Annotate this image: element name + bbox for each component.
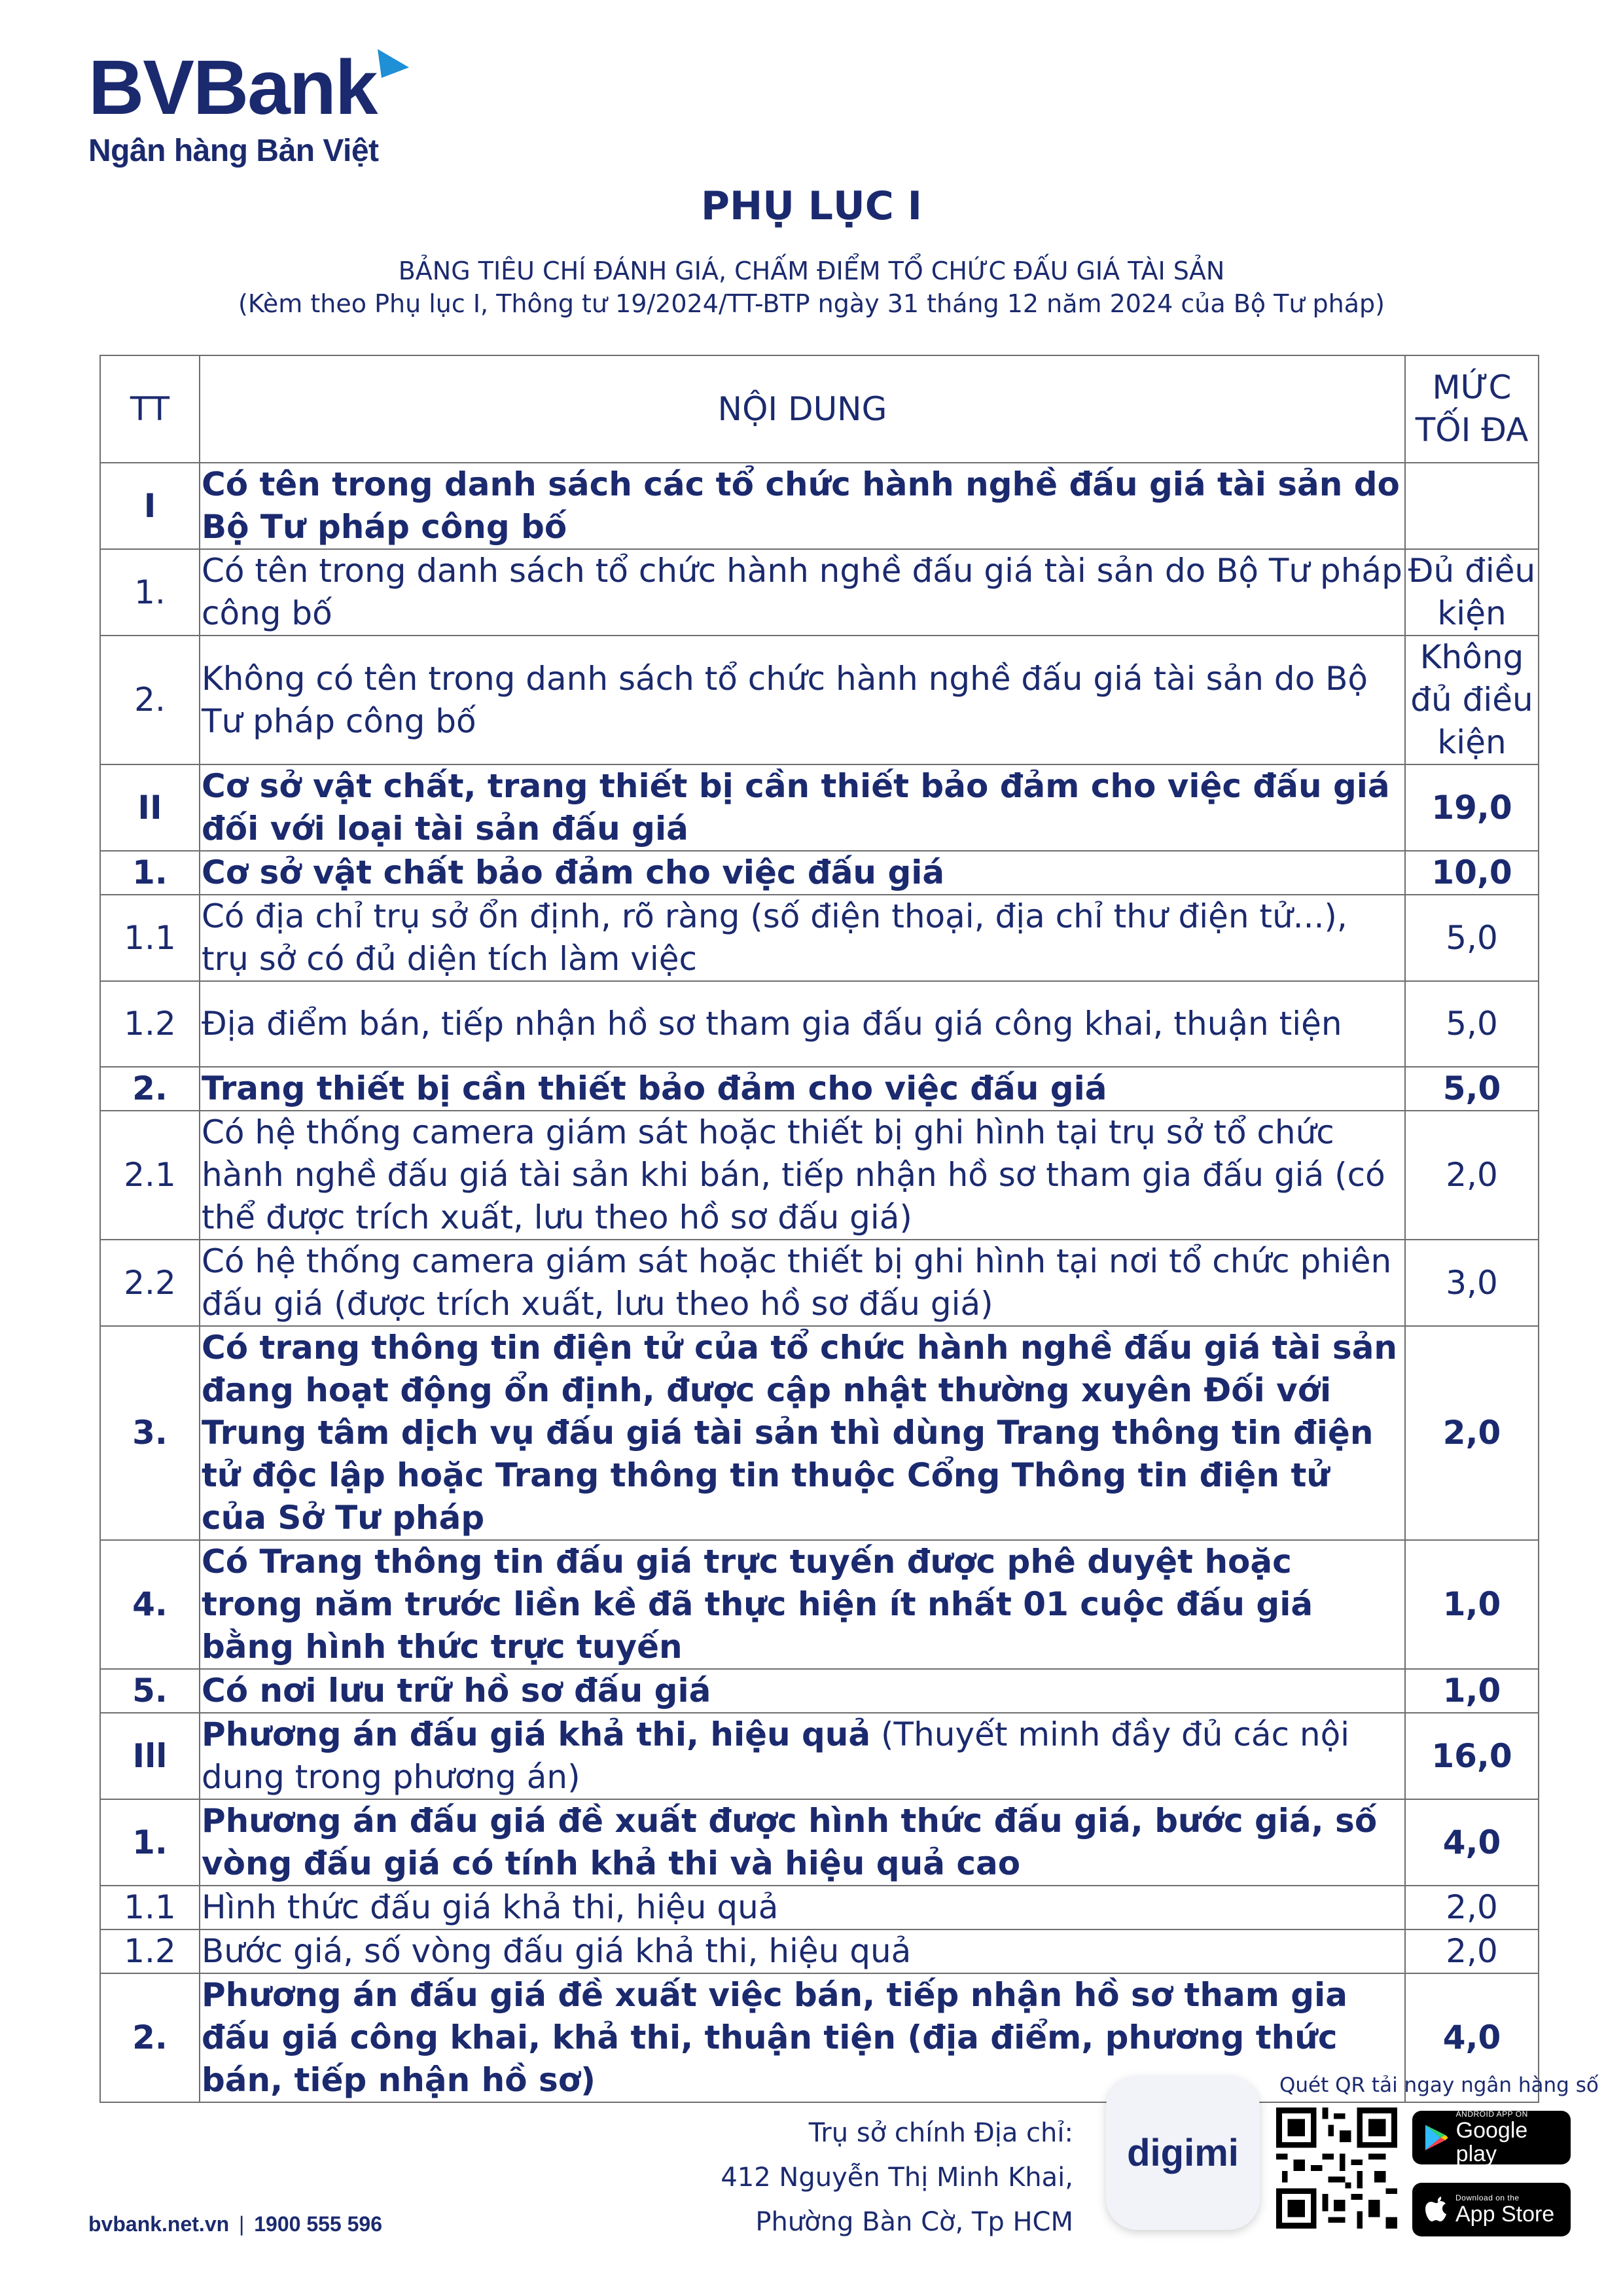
table-row bbox=[100, 1929, 1539, 1973]
table-row bbox=[100, 1540, 1539, 1669]
row-number: I bbox=[100, 463, 200, 549]
table-row bbox=[100, 549, 1539, 636]
row-content: Có địa chỉ trụ sở ổn định, rõ ràng (số điện thoại, địa chỉ thư điện tử...), trụ sở có đủ diện tích làm việc bbox=[200, 895, 1405, 981]
header-tt: TT bbox=[100, 355, 200, 463]
hotline-number[interactable]: 1900 555 596 bbox=[254, 2212, 382, 2236]
row-content: Có hệ thống camera giám sát hoặc thiết bị ghi hình tại nơi tổ chức phiên đấu giá (được trích xuất, lưu theo hồ sơ đấu giá) bbox=[200, 1240, 1405, 1326]
row-content bbox=[200, 1713, 1405, 1799]
row-content: Có hệ thống camera giám sát hoặc thiết bị ghi hình tại trụ sở tổ chức hành nghề đấu giá tài sản khi bán, tiếp nhận hồ sơ tham gia đấu giá (có thể được trích xuất, lưu theo hồ sơ đấu giá) bbox=[200, 1111, 1405, 1240]
row-content: Trang thiết bị cần thiết bảo đảm cho việc đấu giá bbox=[200, 1067, 1405, 1111]
row-number: 5. bbox=[100, 1669, 200, 1713]
row-content: Phương án đấu giá đề xuất được hình thức đấu giá, bước giá, số vòng đấu giá có tính khả thi và hiệu quả cao bbox=[200, 1799, 1405, 1886]
row-content-note: (Thuyết minh đầy đủ các nội dung trong phương án) bbox=[202, 1715, 1350, 1796]
app-store-label: App Store bbox=[1455, 2202, 1555, 2227]
google-play-label: Google play bbox=[1455, 2118, 1528, 2166]
app-store-button[interactable] bbox=[1412, 2183, 1571, 2236]
row-number: 3. bbox=[100, 1326, 200, 1540]
row-max-score: 5,0 bbox=[1405, 981, 1539, 1067]
qr-caption: Quét QR tải ngay ngân hàng số bbox=[1279, 2073, 1599, 2097]
row-max-score: 19,0 bbox=[1405, 764, 1539, 851]
row-number: 1.2 bbox=[100, 1929, 200, 1973]
row-number: 4. bbox=[100, 1540, 200, 1669]
head-office-address bbox=[721, 2111, 1073, 2244]
table-row bbox=[100, 1886, 1539, 1929]
table-row bbox=[100, 895, 1539, 981]
footer-contact bbox=[88, 2212, 382, 2236]
row-content: Có trang thông tin điện tử của tổ chức hành nghề đấu giá tài sản đang hoạt động ổn định, được cập nhật thường xuyên Đối với Trung tâm dịch vụ đấu giá tài sản thì dùng Trang thông tin điện tử độc lập hoặc Trang thông tin thuộc Cổng Thông tin điện tử của Sở Tư pháp bbox=[200, 1326, 1405, 1540]
row-content: Có Trang thông tin đấu giá trực tuyến được phê duyệt hoặc trong năm trước liền kề đã thực hiện ít nhất 01 cuộc đấu giá bằng hình thức trực tuyến bbox=[200, 1540, 1405, 1669]
row-number: 1.2 bbox=[100, 981, 200, 1067]
row-content: Bước giá, số vòng đấu giá khả thi, hiệu quả bbox=[200, 1929, 1405, 1973]
logo-triangle-icon bbox=[376, 48, 410, 84]
google-play-icon bbox=[1424, 2123, 1450, 2152]
table-row bbox=[100, 1111, 1539, 1240]
row-max-score: 3,0 bbox=[1405, 1240, 1539, 1326]
row-number: II bbox=[100, 764, 200, 851]
address-line-2: Phường Bàn Cờ, Tp HCM bbox=[755, 2207, 1073, 2237]
row-content: Cơ sở vật chất bảo đảm cho việc đấu giá bbox=[200, 851, 1405, 895]
header-max-score: MỨC TỐI ĐA bbox=[1405, 355, 1539, 463]
address-label: Trụ sở chính Địa chỉ: bbox=[808, 2118, 1073, 2148]
digimi-logo-text: digimi bbox=[1127, 2132, 1239, 2174]
row-number: 2.1 bbox=[100, 1111, 200, 1240]
document-title: PHỤ LỤC I bbox=[701, 183, 922, 229]
table-row bbox=[100, 1713, 1539, 1799]
row-content: Hình thức đấu giá khả thi, hiệu quả bbox=[200, 1886, 1405, 1929]
row-max-score: Đủ điều kiện bbox=[1405, 549, 1539, 636]
table-row bbox=[100, 1240, 1539, 1326]
row-content: Có tên trong danh sách các tổ chức hành nghề đấu giá tài sản do Bộ Tư pháp công bố bbox=[200, 463, 1405, 549]
table-row bbox=[100, 1326, 1539, 1540]
google-play-caption: ANDROID APP ON bbox=[1455, 2109, 1528, 2119]
row-content-bold: Phương án đấu giá khả thi, hiệu quả bbox=[202, 1715, 871, 1753]
row-number: 2. bbox=[100, 636, 200, 764]
row-content: Cơ sở vật chất, trang thiết bị cần thiết bảo đảm cho việc đấu giá đối với loại tài sản đấu giá bbox=[200, 764, 1405, 851]
row-max-score: 4,0 bbox=[1405, 1973, 1539, 2102]
table-row bbox=[100, 851, 1539, 895]
row-max-score: 5,0 bbox=[1405, 1067, 1539, 1111]
bvbank-logo bbox=[88, 45, 379, 169]
row-max-score: 2,0 bbox=[1405, 1929, 1539, 1973]
row-max-score: 1,0 bbox=[1405, 1540, 1539, 1669]
row-content: Có nơi lưu trữ hồ sơ đấu giá bbox=[200, 1669, 1405, 1713]
row-max-score: 2,0 bbox=[1405, 1886, 1539, 1929]
row-number: Ill bbox=[100, 1713, 200, 1799]
table-row bbox=[100, 1067, 1539, 1111]
row-content: Phương án đấu giá đề xuất việc bán, tiếp nhận hồ sơ tham gia đấu giá công khai, khả thi, thuận tiện (địa điểm, phương thức bán, tiếp nhận hồ sơ) bbox=[200, 1973, 1405, 2102]
row-number: 1.1 bbox=[100, 1886, 200, 1929]
logo-subtitle: Ngân hàng Bản Việt bbox=[88, 134, 379, 168]
table-row bbox=[100, 1799, 1539, 1886]
row-number: 1.1 bbox=[100, 895, 200, 981]
google-play-button[interactable] bbox=[1412, 2111, 1571, 2164]
row-max-score: 4,0 bbox=[1405, 1799, 1539, 1886]
table-row bbox=[100, 463, 1539, 549]
website-link[interactable]: bvbank.net.vn bbox=[88, 2212, 230, 2236]
apple-icon bbox=[1424, 2195, 1449, 2224]
address-line-1: 412 Nguyễn Thị Minh Khai, bbox=[721, 2162, 1073, 2193]
criteria-table bbox=[99, 355, 1539, 2103]
row-number: 2. bbox=[100, 1067, 200, 1111]
row-max-score: 2,0 bbox=[1405, 1111, 1539, 1240]
row-max-score: 5,0 bbox=[1405, 895, 1539, 981]
header-content: NỘI DUNG bbox=[200, 355, 1405, 463]
row-max-score: 2,0 bbox=[1405, 1326, 1539, 1540]
row-content: Có tên trong danh sách tổ chức hành nghề đấu giá tài sản do Bộ Tư pháp công bố bbox=[200, 549, 1405, 636]
digimi-app-icon[interactable] bbox=[1106, 2076, 1260, 2230]
row-number: 1. bbox=[100, 549, 200, 636]
row-max-score: 16,0 bbox=[1405, 1713, 1539, 1799]
row-number: 1. bbox=[100, 851, 200, 895]
app-store-caption: Download on the bbox=[1455, 2193, 1520, 2202]
logo-wordmark: BVBank bbox=[88, 45, 377, 131]
row-number: 2.2 bbox=[100, 1240, 200, 1326]
row-max-score: 1,0 bbox=[1405, 1669, 1539, 1713]
table-header-row bbox=[100, 355, 1539, 463]
row-content: Không có tên trong danh sách tổ chức hành nghề đấu giá tài sản do Bộ Tư pháp công bố bbox=[200, 636, 1405, 764]
qr-code-icon[interactable] bbox=[1276, 2108, 1397, 2229]
table-row bbox=[100, 981, 1539, 1067]
footer-separator: | bbox=[239, 2212, 245, 2236]
row-number: 1. bbox=[100, 1799, 200, 1886]
row-max-score: Không đủ điều kiện bbox=[1405, 636, 1539, 764]
row-number: 2. bbox=[100, 1973, 200, 2102]
row-content: Địa điểm bán, tiếp nhận hồ sơ tham gia đấu giá công khai, thuận tiện bbox=[200, 981, 1405, 1067]
table-row bbox=[100, 636, 1539, 764]
document-subtitle: BẢNG TIÊU CHÍ ĐÁNH GIÁ, CHẤM ĐIỂM TỔ CHỨC ĐẤU GIÁ TÀI SẢN bbox=[398, 257, 1225, 285]
table-row bbox=[100, 764, 1539, 851]
row-max-score bbox=[1405, 463, 1539, 549]
table-row bbox=[100, 1669, 1539, 1713]
row-max-score: 10,0 bbox=[1405, 851, 1539, 895]
document-note: (Kèm theo Phụ lục I, Thông tư 19/2024/TT-BTP ngày 31 tháng 12 năm 2024 của Bộ Tư pháp) bbox=[238, 289, 1385, 318]
